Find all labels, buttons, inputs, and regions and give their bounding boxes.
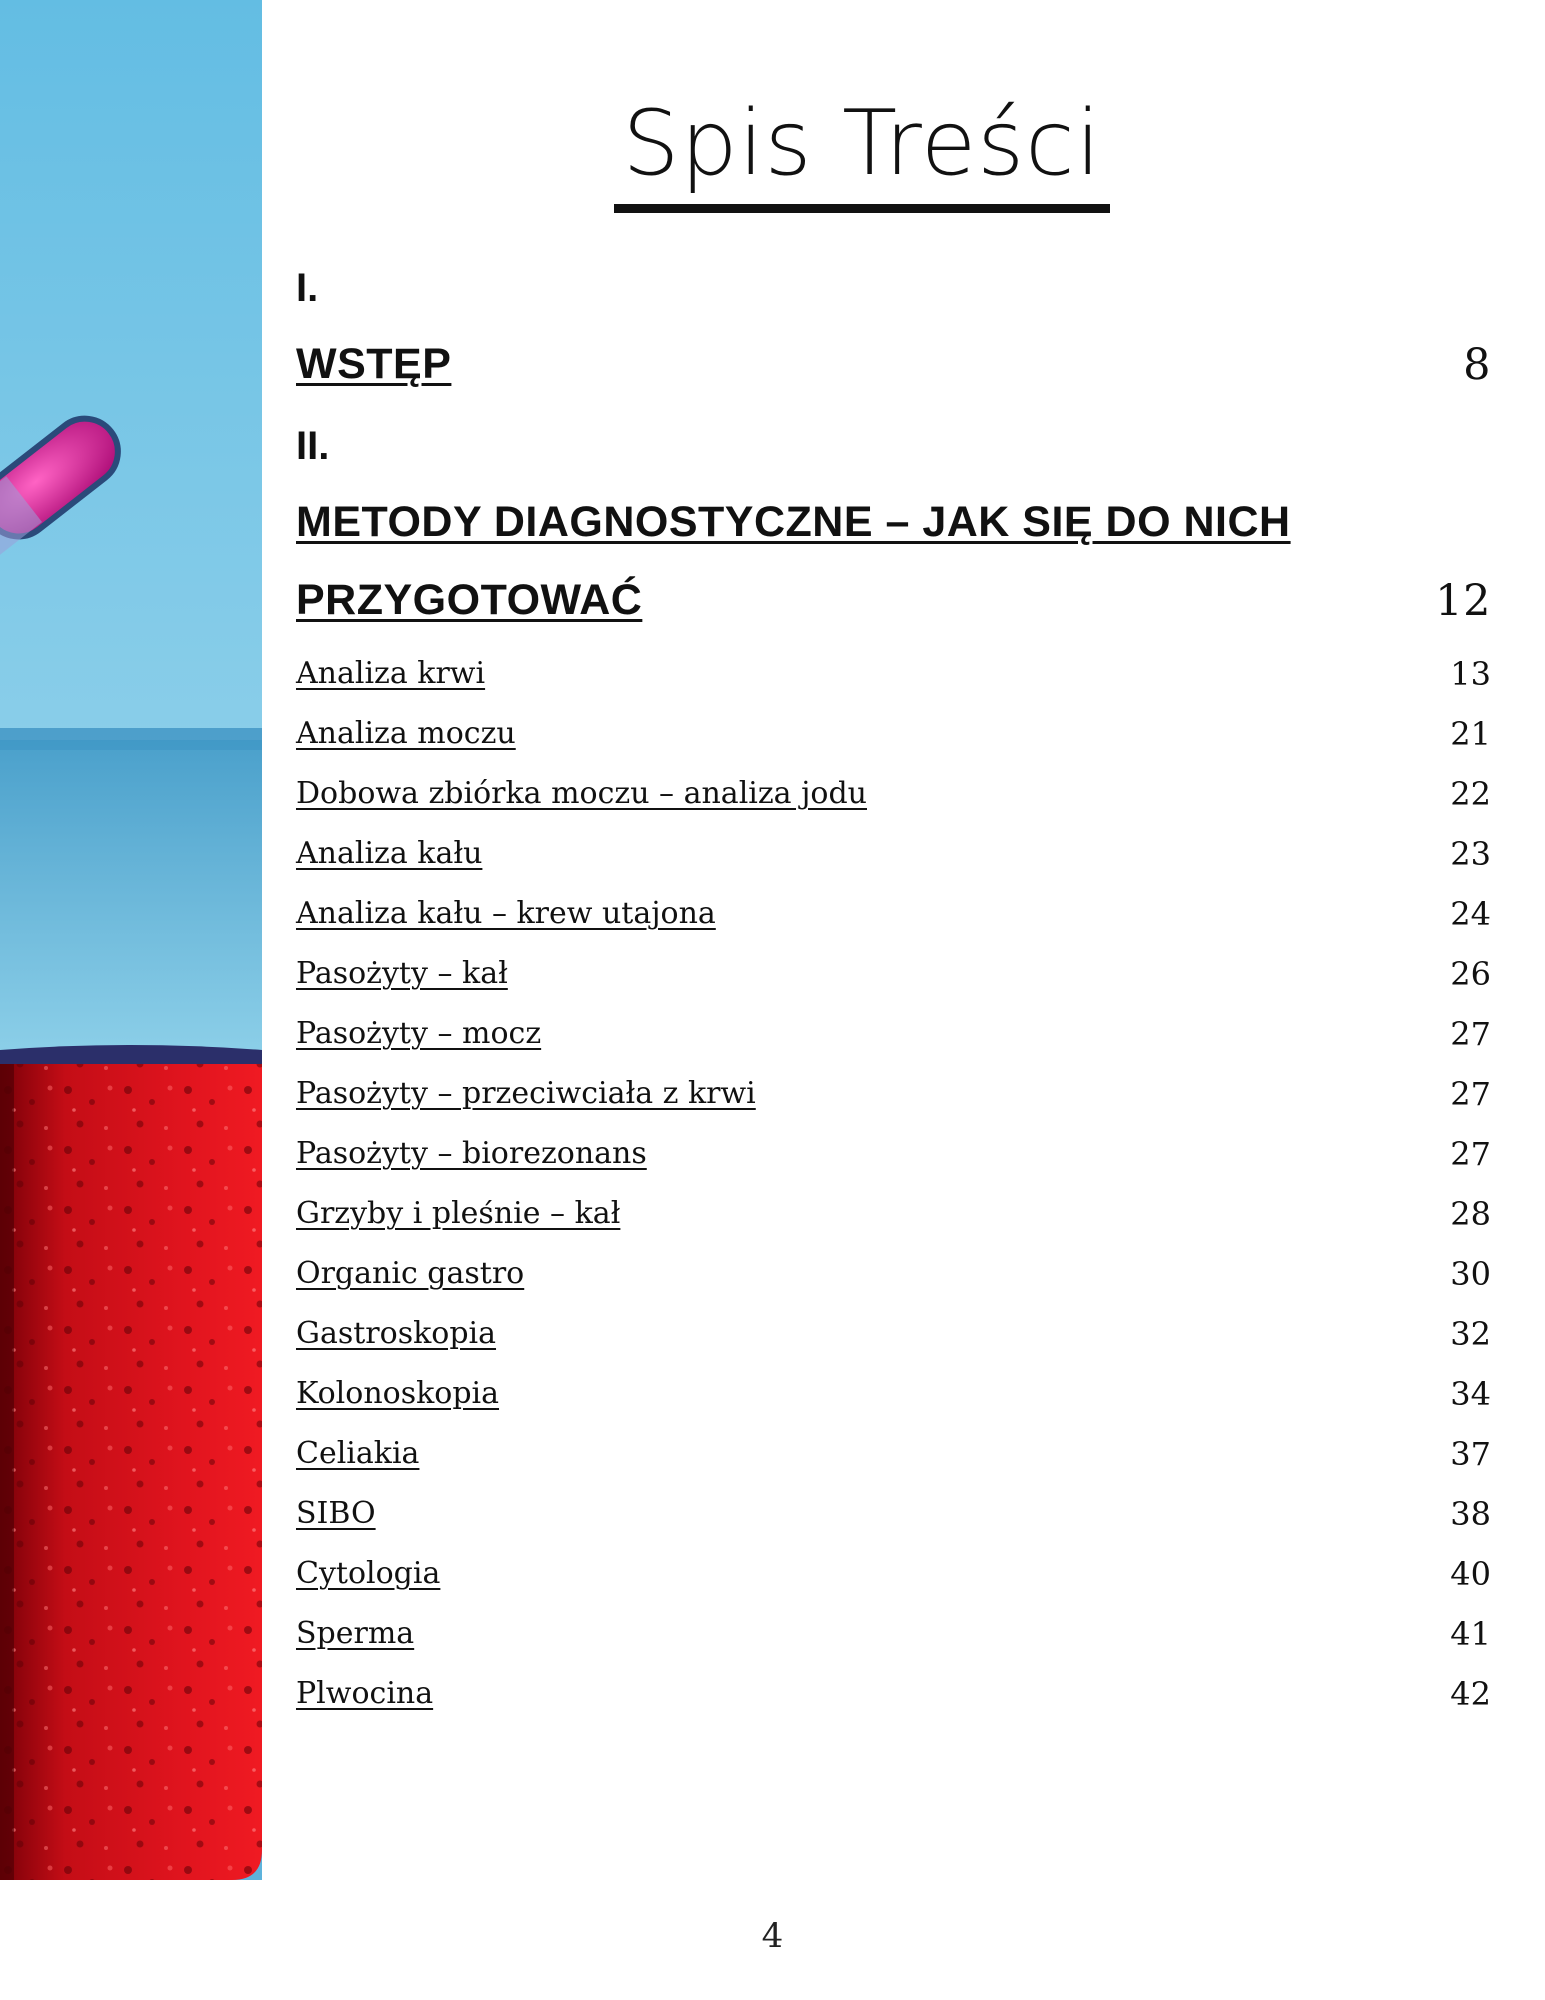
toc-page-number: 37 bbox=[1450, 1435, 1491, 1473]
toc-entry bbox=[296, 714, 1491, 754]
toc-page-number: 27 bbox=[1450, 1075, 1491, 1113]
toc-link[interactable]: PRZYGOTOWAĆ bbox=[296, 576, 643, 624]
toc-page-number: 12 bbox=[1435, 576, 1491, 626]
toc-entry bbox=[296, 1374, 1491, 1414]
toc-link[interactable]: Pasożyty – mocz bbox=[296, 1016, 542, 1051]
toc-page-number: 21 bbox=[1450, 715, 1491, 753]
toc-entry bbox=[296, 1494, 1491, 1534]
toc-page-number: 30 bbox=[1450, 1255, 1491, 1293]
toc-page-number: 22 bbox=[1450, 775, 1491, 813]
toc-page-number: 42 bbox=[1450, 1675, 1491, 1713]
toc-entry bbox=[296, 1614, 1491, 1654]
toc-entry bbox=[296, 1134, 1491, 1174]
toc-entry bbox=[296, 1314, 1491, 1354]
toc-link[interactable]: Plwocina bbox=[296, 1676, 434, 1711]
toc-link[interactable]: Kolonoskopia bbox=[296, 1376, 500, 1411]
toc-link[interactable]: Gastroskopia bbox=[296, 1316, 497, 1351]
toc-link[interactable]: Celiakia bbox=[296, 1436, 420, 1471]
toc-section-metody bbox=[296, 498, 1491, 547]
toc-page-number: 34 bbox=[1450, 1375, 1491, 1413]
toc-page-number: 38 bbox=[1450, 1495, 1491, 1533]
toc-link[interactable]: SIBO bbox=[296, 1496, 376, 1531]
toc-entry bbox=[296, 774, 1491, 814]
toc-link[interactable]: Cytologia bbox=[296, 1556, 441, 1591]
toc-entry bbox=[296, 954, 1491, 994]
toc-entry bbox=[296, 1674, 1491, 1714]
toc-page-number: 32 bbox=[1450, 1315, 1491, 1353]
toc-page-number: 41 bbox=[1450, 1615, 1491, 1653]
toc-section-wstep bbox=[296, 340, 1491, 389]
toc-page-number: 13 bbox=[1450, 655, 1491, 693]
toc-page-number: 26 bbox=[1450, 955, 1491, 993]
toc-link[interactable]: Organic gastro bbox=[296, 1256, 525, 1291]
page-title: Spis Treści bbox=[622, 91, 1102, 196]
section-numeral: I. bbox=[296, 266, 319, 310]
toc-link[interactable]: Analiza kału bbox=[296, 836, 483, 871]
toc-page-number: 27 bbox=[1450, 1135, 1491, 1173]
toc-link[interactable]: Pasożyty – przeciwciała z krwi bbox=[296, 1076, 756, 1111]
toc-link[interactable]: Analiza moczu bbox=[296, 716, 516, 751]
toc-link[interactable]: Grzyby i pleśnie – kał bbox=[296, 1196, 621, 1231]
title-block bbox=[614, 88, 1110, 213]
page-number: 4 bbox=[761, 1916, 784, 1956]
toc-page-number: 23 bbox=[1450, 835, 1491, 873]
toc-entry bbox=[296, 1434, 1491, 1474]
toc-entry bbox=[296, 1074, 1491, 1114]
toc-entry bbox=[296, 654, 1491, 694]
toc-link[interactable]: METODY DIAGNOSTYCZNE – JAK SIĘ DO NICH bbox=[296, 498, 1291, 546]
toc-page-number: 40 bbox=[1450, 1555, 1491, 1593]
toc-link[interactable]: Analiza kału – krew utajona bbox=[296, 896, 716, 931]
toc-page-number: 28 bbox=[1450, 1195, 1491, 1233]
toc-page-number: 27 bbox=[1450, 1015, 1491, 1053]
toc-link[interactable]: WSTĘP bbox=[296, 340, 452, 388]
title-underline bbox=[614, 204, 1110, 213]
toc-entry bbox=[296, 1194, 1491, 1234]
toc-link[interactable]: Dobowa zbiórka moczu – analiza jodu bbox=[296, 776, 867, 811]
toc-link[interactable]: Analiza krwi bbox=[296, 656, 486, 691]
toc-link[interactable]: Pasożyty – kał bbox=[296, 956, 508, 991]
toc-entry bbox=[296, 1014, 1491, 1054]
toc-entry bbox=[296, 1554, 1491, 1594]
toc-link[interactable]: Sperma bbox=[296, 1616, 415, 1651]
toc-section-metody-cont bbox=[296, 576, 1491, 625]
toc-page-number: 24 bbox=[1450, 895, 1491, 933]
toc-entry bbox=[296, 834, 1491, 874]
test-tube-photo bbox=[0, 0, 262, 1880]
toc-link[interactable]: Pasożyty – biorezonans bbox=[296, 1136, 647, 1171]
toc-entry bbox=[296, 1254, 1491, 1294]
toc-page-number: 8 bbox=[1463, 340, 1491, 390]
toc-entry bbox=[296, 894, 1491, 934]
section-numeral: II. bbox=[296, 424, 330, 468]
